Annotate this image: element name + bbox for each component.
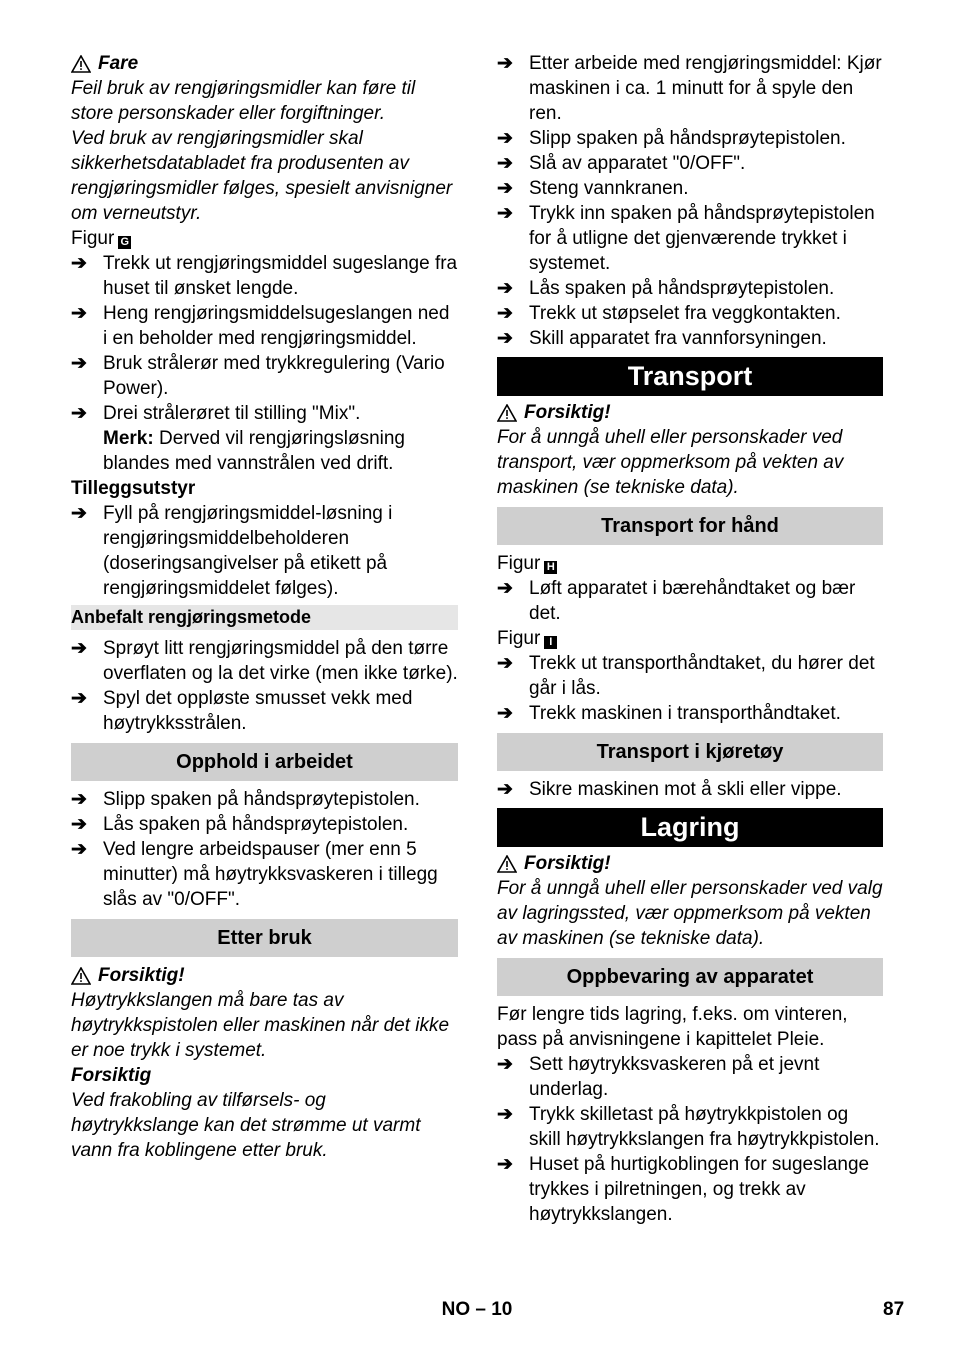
warning-icon [497,855,517,873]
arrow-right-icon: ➔ [497,203,513,224]
list-item: ➔ Lås spaken på håndsprøytepistolen. [497,278,835,299]
arrow-right-icon: ➔ [497,53,513,74]
arrow-right-icon: ➔ [71,303,87,324]
figure-letter-badge: H [544,561,557,574]
list-item: ➔ Ved lengre arbeidspauser (mer enn 5 minutter) må høytrykksvaskeren i tillegg slås av "0/OFF". [71,839,438,910]
figure-ref-h: Figur H [497,551,883,576]
list-item: ➔ Trekk ut rengjøringsmiddel sugeslange fra huset til ønsket lengde. [71,253,458,299]
transport-heading: Transport [497,357,883,396]
danger-heading: Fare [71,51,458,76]
arrow-right-icon: ➔ [497,303,513,324]
recommended-method-heading: Anbefalt rengjøringsmetode [71,605,458,630]
danger-text-2: Ved bruk av rengjøringsmidler skal sikkerhetsdatabladet fra produsenten av rengjøringsmidler følges, spesielt anvisnigner om verneutstyr. [71,128,453,224]
arrow-right-icon: ➔ [497,703,513,724]
list-item: ➔ Spyl det oppløste smusset vekk med høytrykksstrålen. [71,688,413,734]
transport-caution-text: For å unngå uhell eller personskader ved transport, vær oppmerksom på vekten av maskinen (se tekniske data). [497,427,844,498]
caution-heading: Forsiktig! [71,963,458,988]
page-footer-section: NO – 10 [441,1299,513,1320]
arrow-right-icon: ➔ [71,638,87,659]
accessories-heading: Tilleggsutstyr [71,478,196,499]
list-item: ➔ Trekk ut transporthåndtaket, du hører det går i lås. [497,653,875,699]
pause-heading: Opphold i arbeidet [71,743,458,781]
right-column [497,51,883,1227]
page-number: 87 [883,1299,905,1320]
list-item: ➔ Sprøyt litt rengjøringsmiddel på den tørre overflaten og la det virke (men ikke tørke). [71,638,458,684]
list-item: ➔ Sett høytrykksvaskeren på et jevnt underlag. [497,1054,820,1100]
left-column [71,51,458,1163]
list-item: ➔ Trekk ut støpselet fra veggkontakten. [497,303,841,324]
arrow-right-icon: ➔ [497,153,513,174]
arrow-right-icon: ➔ [71,503,87,524]
arrow-right-icon: ➔ [497,1104,513,1125]
list-item: ➔ Bruk strålerør med trykkregulering (Vario Power). [71,353,445,399]
arrow-right-icon: ➔ [497,779,513,800]
arrow-right-icon: ➔ [497,128,513,149]
list-item: ➔ Trekk maskinen i transporthåndtaket. [497,703,841,724]
figure-letter-badge: I [544,636,557,649]
device-storage-heading: Oppbevaring av apparatet [497,958,883,996]
list-item: ➔ Etter arbeide med rengjøringsmiddel: Kjør maskinen i ca. 1 minutt for å spyle den ren. [497,53,882,124]
caution-heading: Forsiktig! [497,851,883,876]
list-item: ➔ Steng vannkranen. [497,178,689,199]
after-use-heading: Etter bruk [71,919,458,957]
list-item: ➔ Skill apparatet fra vannforsyningen. [497,328,827,349]
list-item: ➔ Fyll på rengjøringsmiddel-løsning i rengjøringsmiddelbeholderen (doseringsangivelser på etikett på rengjøringsmiddelet følges). [71,503,393,599]
transport-by-hand-heading: Transport for hånd [497,507,883,545]
arrow-right-icon: ➔ [497,578,513,599]
list-item: ➔ Huset på hurtigkoblingen for sugeslange trykkes i pilretningen, og trekk av høytrykkslangen. [497,1154,870,1225]
list-item: ➔ Slipp spaken på håndsprøytepistolen. [497,128,846,149]
arrow-right-icon: ➔ [71,253,87,274]
arrow-right-icon: ➔ [71,688,87,709]
list-item: ➔ Slipp spaken på håndsprøytepistolen. [71,789,420,810]
list-item: ➔ Heng rengjøringsmiddelsugeslangen ned i en beholder med rengjøringsmiddel. [71,303,450,349]
arrow-right-icon: ➔ [497,178,513,199]
figure-letter-badge: G [118,236,131,249]
list-item: ➔ Sikre maskinen mot å skli eller vippe. [497,779,842,800]
storage-heading: Lagring [497,808,883,847]
storage-intro-text: Før lengre tids lagring, f.eks. om vinteren, pass på anvisningene i kapittelet Pleie. [497,1004,848,1050]
list-item: ➔ Trykk skilletast på høytrykkpistolen og skill høytrykkslangen fra høytrykkpistolen. [497,1104,880,1150]
arrow-right-icon: ➔ [71,789,87,810]
caution-text: Høytrykkslangen må bare tas av høytrykkspistolen eller maskinen når det ikke er noe trykk i systemet. [71,990,450,1061]
figure-ref-g: Figur G [71,226,458,251]
transport-vehicle-heading: Transport i kjøretøy [497,733,883,771]
note-label: Merk: [103,428,154,449]
arrow-right-icon: ➔ [71,839,87,860]
arrow-right-icon: ➔ [497,1054,513,1075]
arrow-right-icon: ➔ [71,353,87,374]
list-item: ➔ Lås spaken på håndsprøytepistolen. [71,814,409,835]
danger-text-1: Feil bruk av rengjøringsmidler kan føre til store personskader eller forgiftninger. [71,78,416,124]
figure-ref-i: Figur I [497,626,883,651]
list-item: ➔ Drei strålerøret til stilling "Mix". Merk: Derved vil rengjøringsløsning blandes med vannstrålen ved drift. [71,403,406,474]
arrow-right-icon: ➔ [497,278,513,299]
list-item: ➔ Slå av apparatet "0/OFF". [497,153,746,174]
arrow-right-icon: ➔ [71,403,87,424]
caution-label: Forsiktig [71,1065,152,1086]
caution-heading: Forsiktig! [497,400,883,425]
list-item: ➔ Trykk inn spaken på håndsprøytepistolen for å utligne det gjenværende trykket i systemet. [497,203,875,274]
caution-text-2: Ved frakobling av tilførsels- og høytrykkslange kan det strømme ut varmt vann fra koblingene etter bruk. [71,1090,421,1161]
arrow-right-icon: ➔ [497,1154,513,1175]
arrow-right-icon: ➔ [497,328,513,349]
arrow-right-icon: ➔ [71,814,87,835]
storage-caution-text: For å unngå uhell eller personskader ved valg av lagringssted, vær oppmerksom på vekten av maskinen (se tekniske data). [497,878,883,949]
arrow-right-icon: ➔ [497,653,513,674]
list-item: ➔ Løft apparatet i bærehåndtaket og bær det. [497,578,856,624]
warning-icon [71,967,91,985]
warning-icon [497,404,517,422]
warning-icon [71,55,91,73]
